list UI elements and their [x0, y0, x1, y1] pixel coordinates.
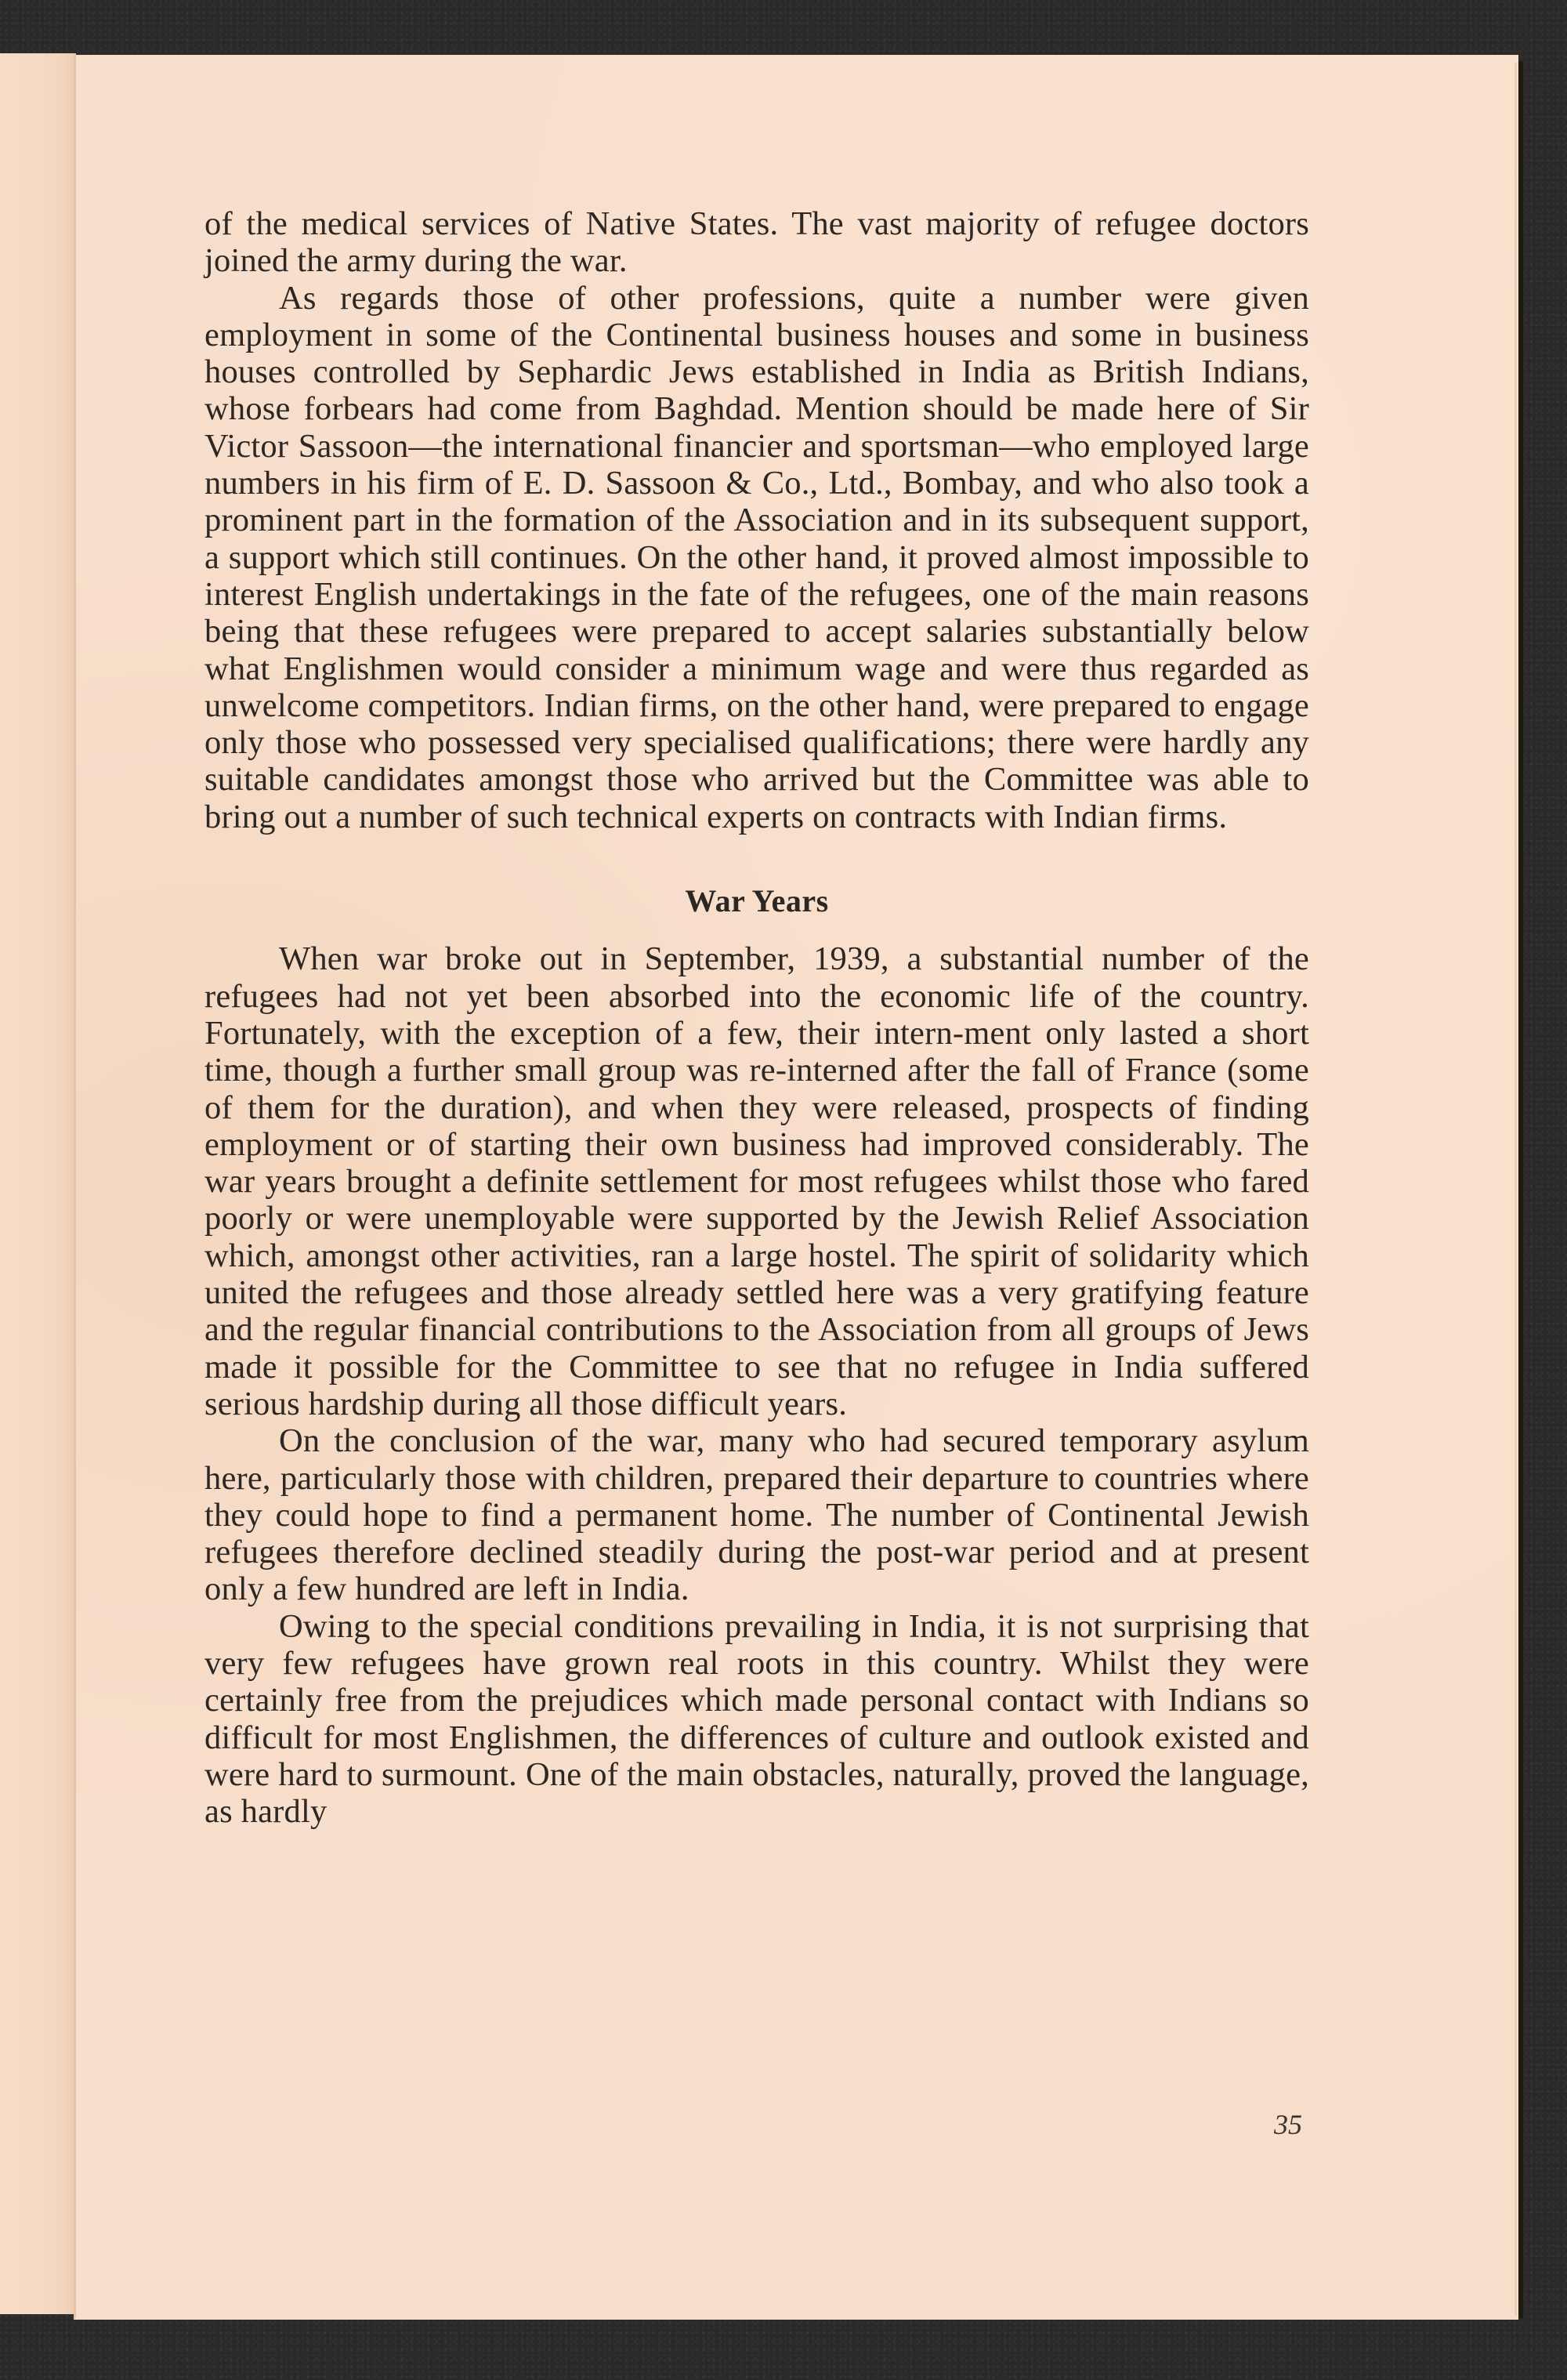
paragraph-1: of the medical services of Native States. The vast majority of refugee doctors joined the army during the war. [204, 205, 1309, 280]
body-text [204, 205, 1309, 1830]
section-heading-war-years: War Years [685, 883, 829, 919]
paragraph-2: As regards those of other professions, quite a number were given employment in some of the Continental business houses and some in business houses controlled by Sephardic Jews established in India as British Indians, whose forbears had come from Baghdad. Mention should be made here of Sir Victor Sassoon—the international financier and sportsman—who employed large numbers in his firm of E. D. Sassoon & Co., Ltd., Bombay, and who also took a prominent part in the formation of the Association and in its subsequent support, a support which still continues. On the other hand, it proved almost impossible to interest English undertakings in the fate of the refugees, one of the main reasons being that these refugees were prepared to accept salaries substantially below what Englishmen would consider a minimum wage and were thus regarded as unwelcome competitors. Indian firms, on the other hand, were prepared to engage only those who possessed very specialised qualifications; there were hardly any suitable candidates amongst those who arrived but the Committee was able to bring out a number of such technical experts on contracts with Indian firms. [204, 279, 1309, 835]
paragraph-3: When war broke out in September, 1939, a substantial number of the refugees had not yet been absorbed into the economic life of the country. Fortunately, with the exception of a few, their intern-ment only lasted a short time, though a further small group was re-interned after the fall of France (some of them for the duration), and when they were released, prospects of finding employment or of starting their own business had improved considerably. The war years brought a definite settlement for most refugees whilst those who fared poorly or were unemployable were supported by the Jewish Relief Association which, amongst other activities, ran a large hostel. The spirit of solidarity which united the refugees and those already settled here was a very gratifying feature and the regular financial contributions to the Association from all groups of Jews made it possible for the Committee to see that no refugee in India suffered serious hardship during all those difficult years. [204, 940, 1309, 1422]
paragraph-4: On the conclusion of the war, many who had secured temporary asylum here, particularly those with children, prepared their departure to countries where they could hope to find a permanent home. The number of Continental Jewish refugees therefore declined steadily during the post-war period and at present only a few hundred are left in India. [204, 1422, 1309, 1608]
book-spine-fold [74, 53, 76, 2318]
facing-page-edge [0, 53, 75, 2314]
paragraph-5: Owing to the special conditions prevailing in India, it is not surprising that very few refugees have grown real roots in this country. Whilst they were certainly free from the prejudices which made personal contact with Indians so difficult for most Englishmen, the differences of culture and outlook existed and were hard to surmount. One of the main obstacles, naturally, proved the language, as hardly [204, 1607, 1309, 1831]
page-number: 35 [1274, 2109, 1302, 2140]
page-stack-edge-light [1515, 63, 1517, 2316]
page-stack-edge [1518, 61, 1523, 2318]
